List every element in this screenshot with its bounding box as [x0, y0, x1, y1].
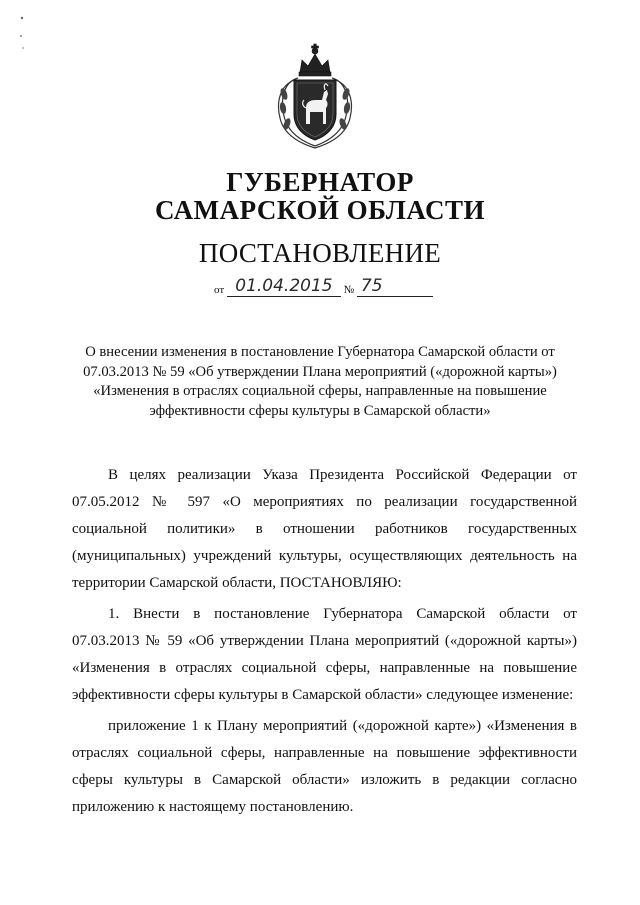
- scan-mark: [18, 14, 26, 54]
- document-number: 75: [357, 276, 433, 297]
- document-type: ПОСТАНОВЛЕНИЕ: [198, 238, 442, 268]
- date-label: от: [214, 284, 225, 296]
- document-date: 01.04.2015: [227, 276, 341, 297]
- body-paragraph: 1. Внести в постановление Губернатора Самарской области от 07.03.2013 № 59 «Об утверждении Плана мероприятий («дорожной карты») «Изменения в отраслях социальной сферы, направленные на повышение эффективности сферы культуры в Самарской области» следующее изменение:: [72, 606, 577, 703]
- issuer-region: САМАРСКОЙ ОБЛАСТИ: [154, 195, 486, 225]
- document-subject: О внесении изменения в постановление Губернатора Самарской области от 07.03.2013 № 59 «Об утверждении Плана мероприятий («дорожной карты») «Изменения в отраслях социальной сферы, направленные на повышение эффективности сферы культуры в Самарской области»: [83, 344, 557, 419]
- document-body: [72, 462, 577, 821]
- coat-of-arms-icon: [270, 42, 360, 150]
- number-label: №: [343, 284, 355, 296]
- issuer-title: ГУБЕРНАТОР: [226, 167, 414, 197]
- body-paragraph: приложение 1 к Плану мероприятий («дорожной карте») «Изменения в отраслях социальной сферы, направленные на повышение эффективности сферы культуры в Самарской области» изложить в редакции согласно приложению к настоящему постановлению.: [72, 718, 577, 815]
- body-paragraph: В целях реализации Указа Президента Российской Федерации от 07.05.2012 № 597 «О мероприятиях по реализации государственной социальной политики» в отношении работников государственных (муниципальных) учреждений культуры, осуществляющих деятельность на территории Самарской области, ПОСТАНОВЛЯЮ:: [72, 467, 577, 591]
- document-reference: [214, 276, 433, 300]
